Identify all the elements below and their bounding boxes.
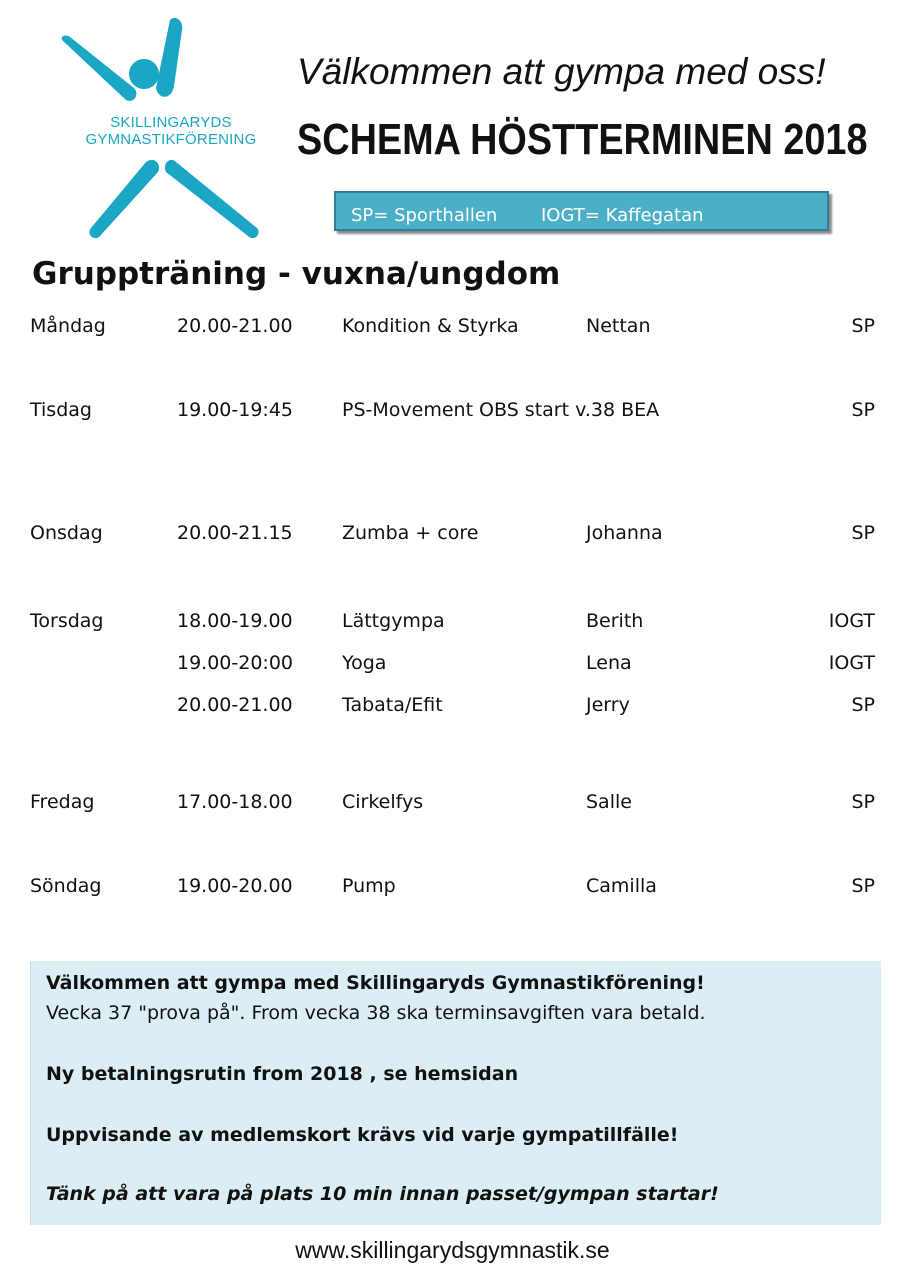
schedule-activity: Cirkelfys [342, 791, 424, 813]
schedule-time: 19.00-20:00 [177, 652, 294, 674]
schedule-day: Onsdag [30, 522, 103, 544]
club-logo [58, 16, 268, 242]
schedule-activity: Yoga [342, 652, 387, 674]
schedule-activity: Zumba + core [342, 522, 479, 544]
schedule-activity: Lättgympa [342, 610, 445, 632]
schedule-time: 17.00-18.00 [177, 791, 293, 813]
schedule-place: IOGT [828, 610, 875, 632]
schedule-place: SP [851, 522, 875, 544]
logo-text-line1: SKILLINGARYDS [110, 114, 232, 131]
info-arrive-early: Tänk på att vara på plats 10 min innan passet/gympan startar! [46, 1183, 719, 1205]
schedule-activity: PS-Movement OBS start v.38 BEA [342, 399, 660, 421]
schedule-place: SP [851, 399, 875, 421]
schedule-place: SP [851, 315, 875, 337]
schedule-leader: Johanna [586, 522, 663, 544]
legend-iogt: IOGT= Kaffegatan [541, 205, 704, 226]
schedule-time: 19.00-20.00 [177, 875, 293, 897]
schedule-place: SP [851, 694, 875, 716]
schedule-leader: Jerry [586, 694, 630, 716]
info-membership-card: Uppvisande av medlemskort krävs vid varje gympatillfälle! [46, 1124, 679, 1146]
schedule-day: Söndag [30, 875, 102, 897]
location-legend [334, 191, 829, 231]
schedule-place: SP [851, 875, 875, 897]
schedule-activity: Tabata/Efit [342, 694, 443, 716]
info-payment: Ny betalningsrutin from 2018 , se hemsidan [46, 1063, 519, 1085]
schedule-time: 20.00-21.00 [177, 315, 293, 337]
website-link[interactable]: www.skillingarydsgymnastik.se [295, 1237, 610, 1263]
schedule-place: SP [851, 791, 875, 813]
welcome-heading: Välkommen att gympa med oss! [297, 51, 826, 92]
schedule-time: 18.00-19.00 [177, 610, 293, 632]
schedule-activity: Kondition & Styrka [342, 315, 519, 337]
schedule-day: Fredag [30, 791, 95, 813]
schedule-place: IOGT [828, 652, 875, 674]
schedule-day: Tisdag [30, 399, 92, 421]
schedule-activity: Pump [342, 875, 396, 897]
schedule-leader: Nettan [586, 315, 651, 337]
schedule-leader: Berith [586, 610, 644, 632]
logo-text-line2: GYMNASTIKFÖRENING [85, 131, 257, 148]
schedule-day: Torsdag [30, 610, 104, 632]
schedule-leader: Camilla [586, 875, 657, 897]
logo-text [64, 114, 278, 148]
page-title: SCHEMA HÖSTTERMINEN 2018 [297, 115, 868, 164]
schedule-day: Måndag [30, 315, 106, 337]
info-trial-week: Vecka 37 "prova på". From vecka 38 ska terminsavgiften vara betald. [46, 1002, 706, 1024]
legend-sp: SP= Sporthallen [351, 205, 498, 226]
schedule-time: 20.00-21.00 [177, 694, 293, 716]
section-heading: Gruppträning - vuxna/ungdom [32, 256, 561, 292]
schedule-leader: Lena [586, 652, 632, 674]
schedule-leader: Salle [586, 791, 632, 813]
info-box [30, 961, 881, 1225]
schedule-time: 19.00-19:45 [177, 399, 294, 421]
info-welcome: Välkommen att gympa med Skillingaryds Gymnastikförening! [46, 972, 705, 994]
schedule-time: 20.00-21.15 [177, 522, 293, 544]
